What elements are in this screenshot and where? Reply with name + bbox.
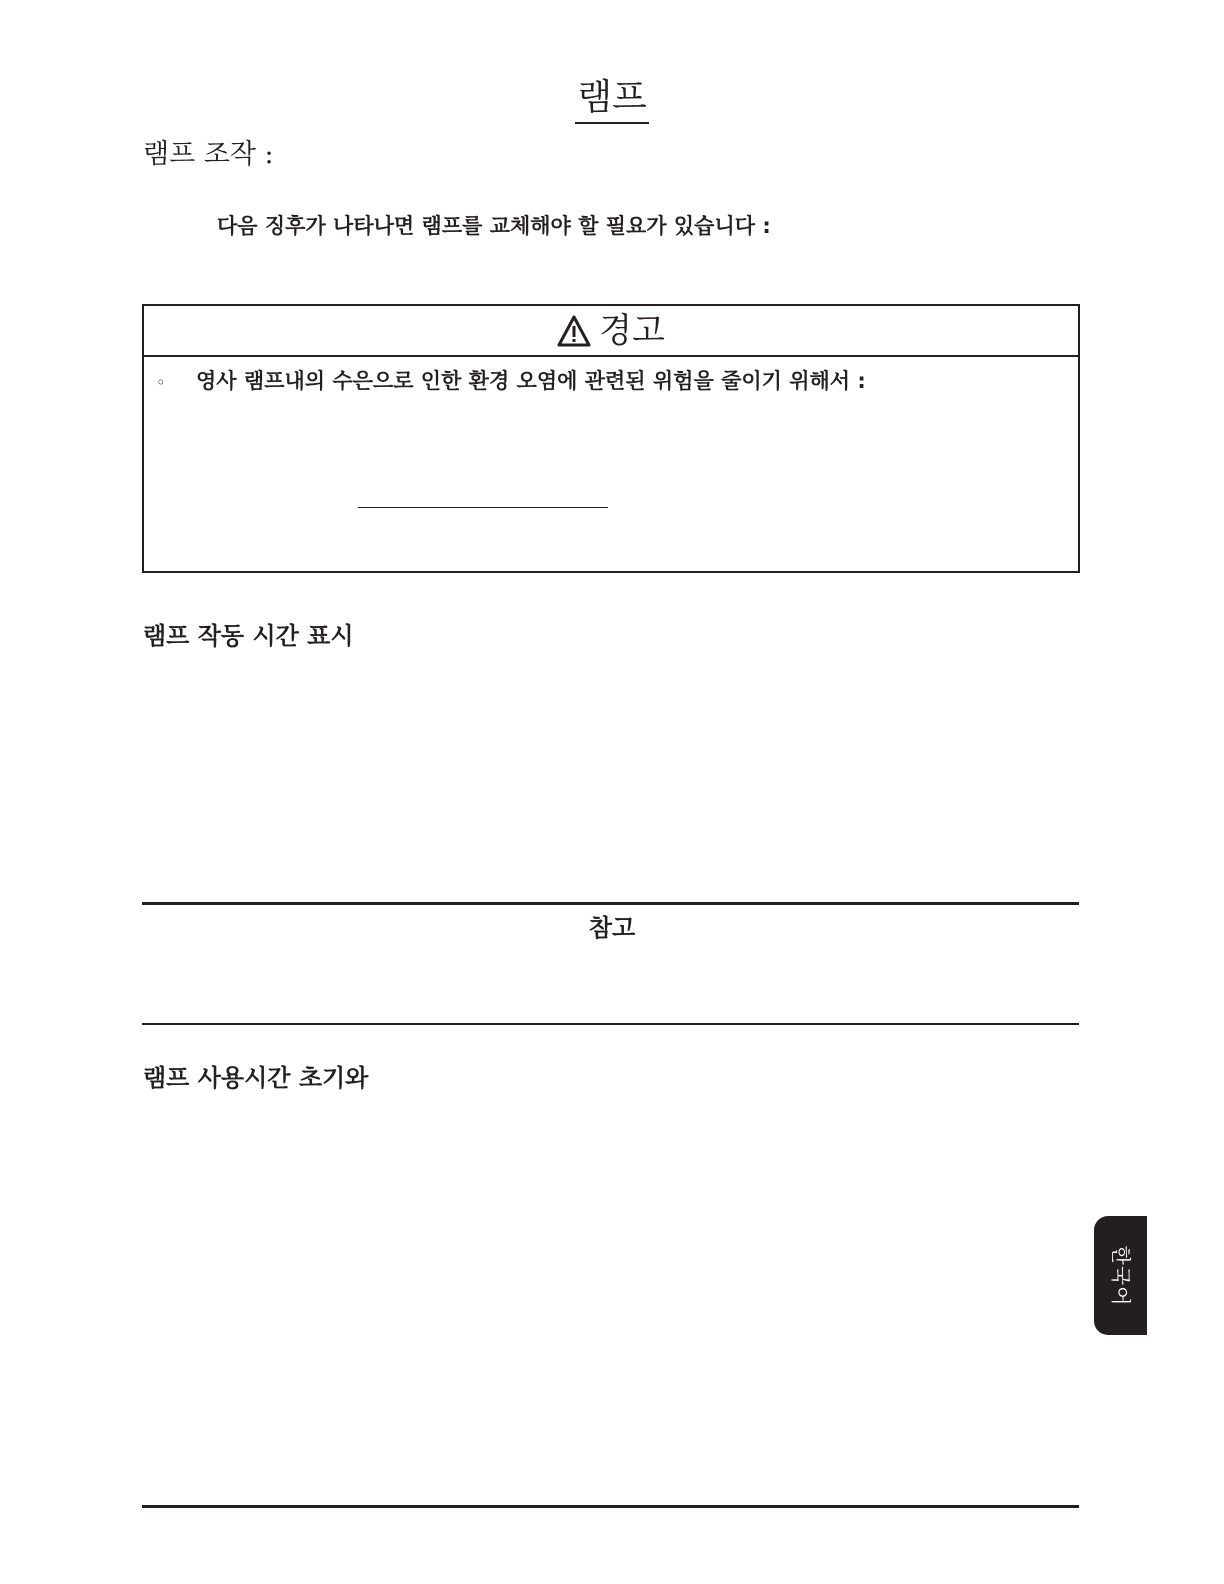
warning-header <box>144 306 1078 357</box>
lamp-hours-heading: 램프 작동 시간 표시 <box>143 622 354 650</box>
page-bottom-rule <box>142 1505 1079 1508</box>
page-title-text: 램프 <box>575 76 649 124</box>
note-bottom-rule <box>142 1023 1079 1025</box>
warning-underline <box>358 507 608 508</box>
note-title: 참고 <box>588 914 636 942</box>
warning-text: 영사 램프내의 수은으로 인한 환경 오염에 관련된 위험을 줄이기 위해서 : <box>196 369 866 393</box>
warning-triangle-icon <box>557 315 591 347</box>
lamp-operation-heading: 램프 조작 : <box>143 139 274 170</box>
page-title <box>0 76 1224 124</box>
note-top-rule <box>142 902 1079 905</box>
warning-title: 경고 <box>599 310 665 351</box>
language-side-tab <box>1094 1216 1147 1335</box>
lamp-replacement-instruction: 다음 징후가 나타나면 램프를 교체해야 할 필요가 있습니다 : <box>217 214 771 238</box>
lamp-reset-heading: 램프 사용시간 초기와 <box>143 1064 369 1092</box>
language-side-tab-label: 한국어 <box>1108 1245 1133 1306</box>
warning-bullet: ◦ <box>156 373 166 392</box>
warning-box <box>142 304 1080 573</box>
